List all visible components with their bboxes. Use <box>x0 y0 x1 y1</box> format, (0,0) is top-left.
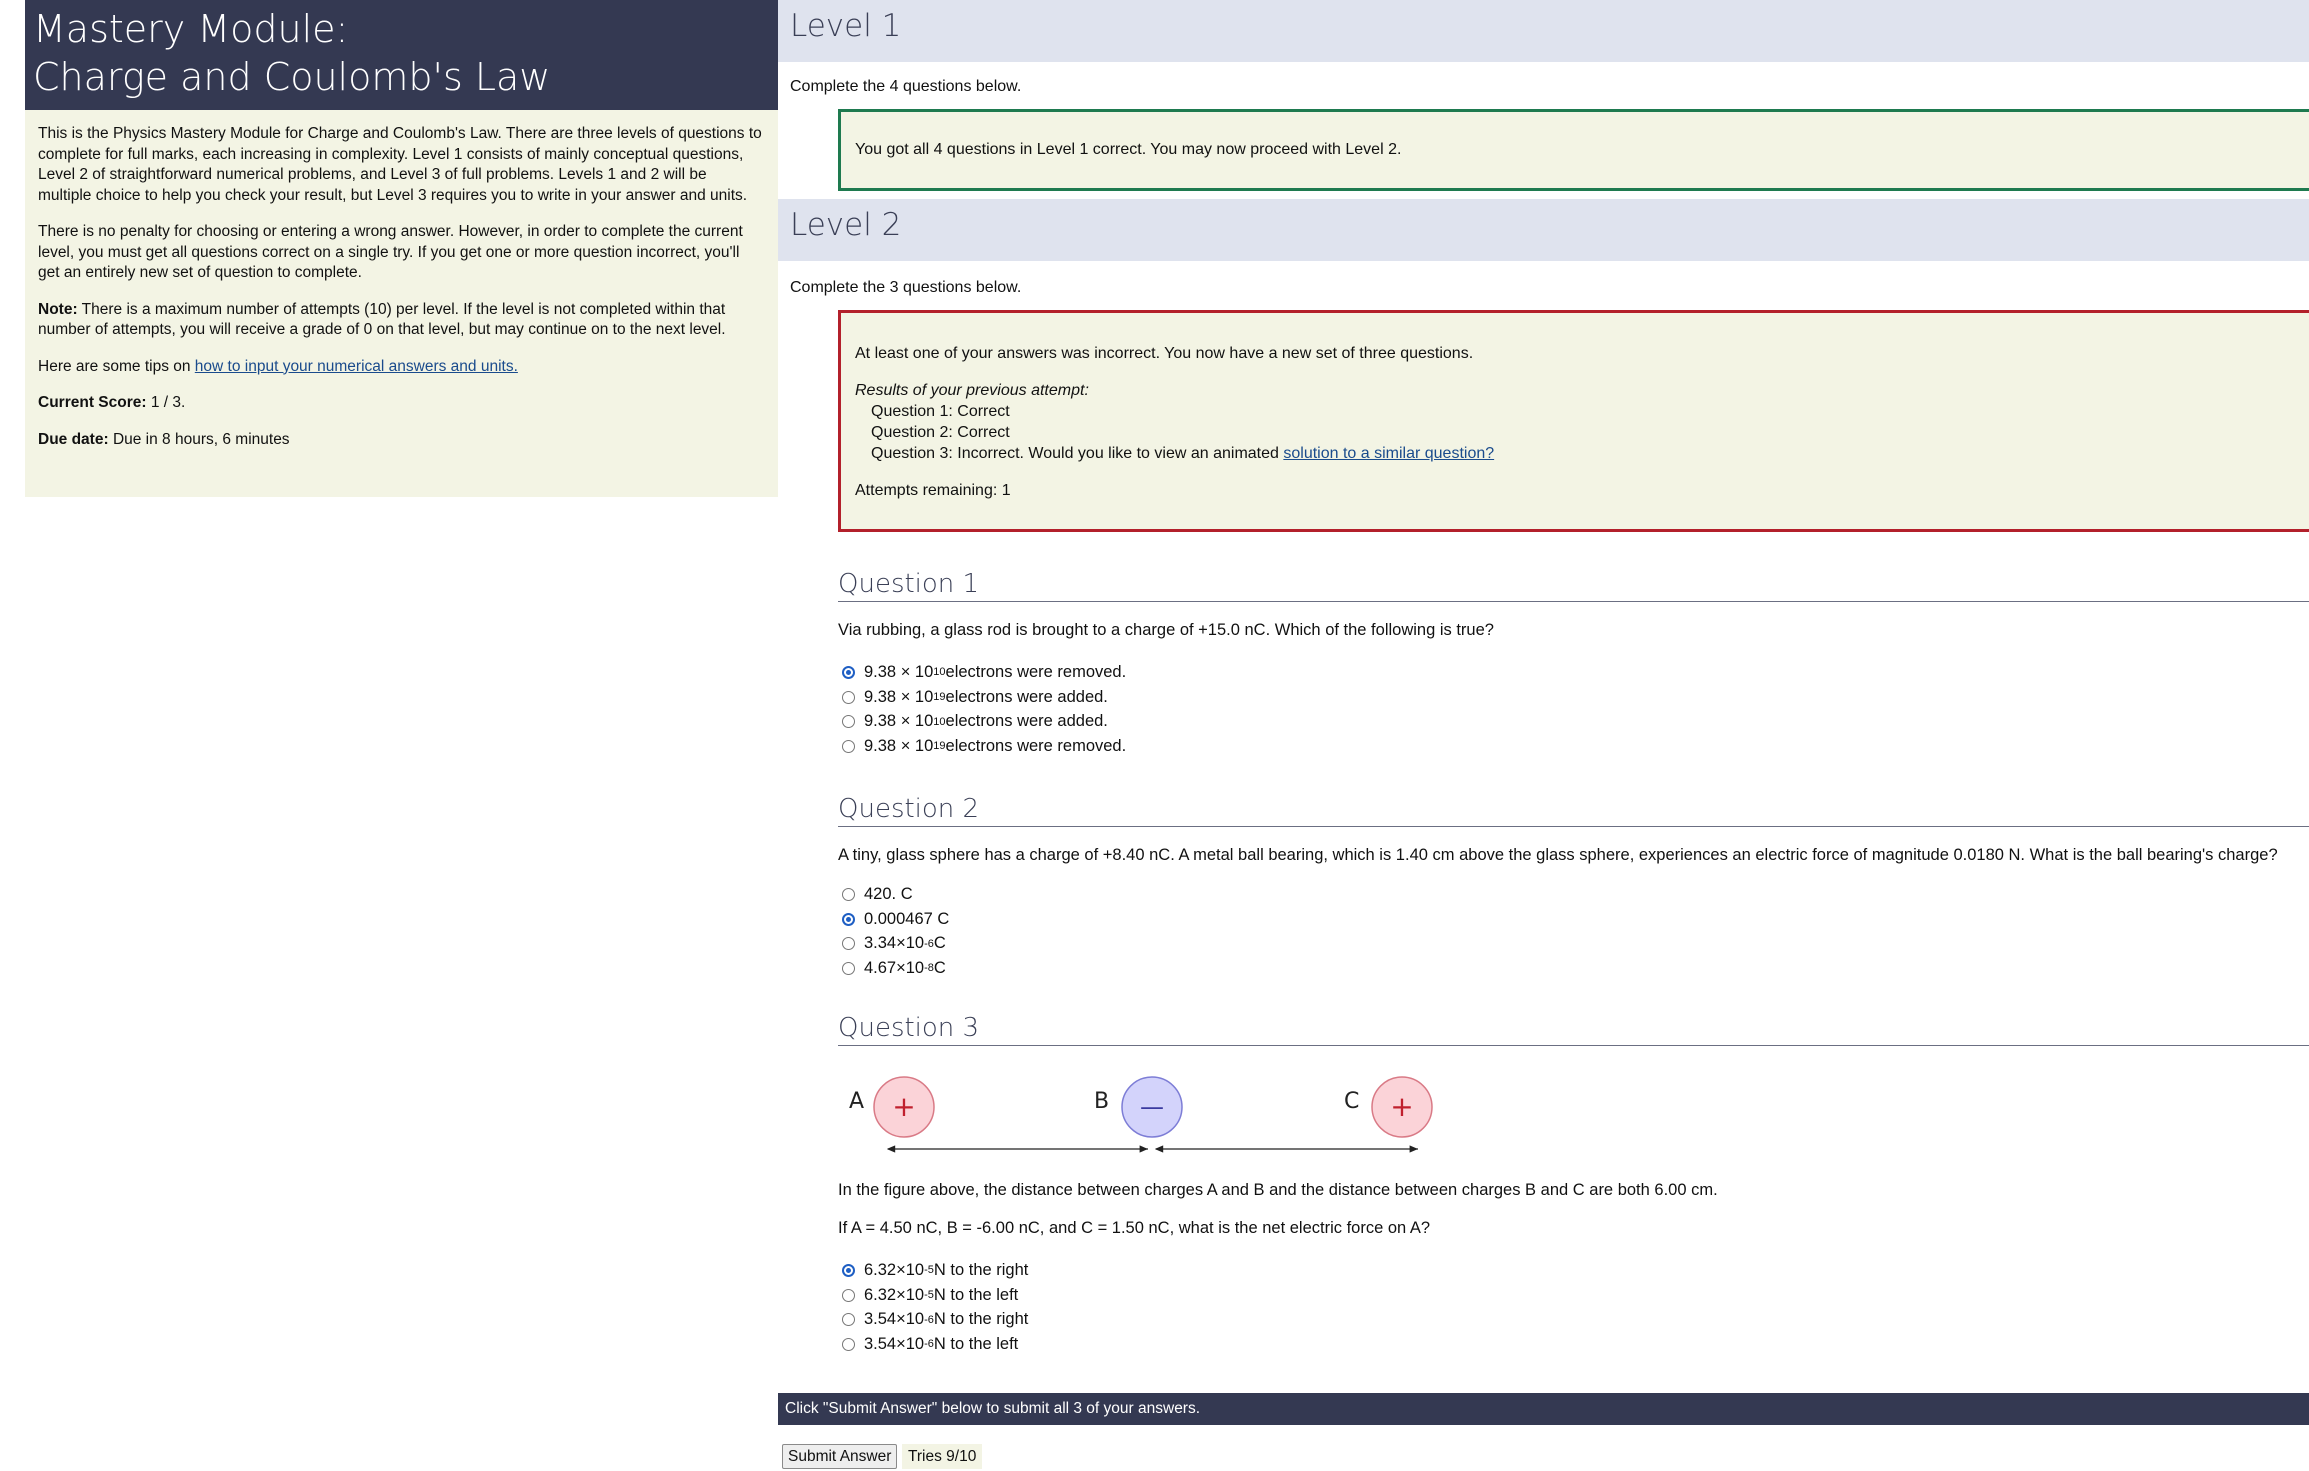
q1-option-2[interactable]: 9.38 × 10 19 electrons were added. <box>842 685 1126 710</box>
q3-option-1[interactable]: 6.32×10 -5 N to the right <box>842 1258 1028 1283</box>
submit-instruction-bar: Click "Submit Answer" below to submit all 3 of your answers. <box>778 1393 2309 1425</box>
level2-error-message <box>838 310 2309 532</box>
results-heading: Results of your previous attempt: <box>855 382 1089 399</box>
intro-text: This is the Physics Mastery Module for Charge and Coulomb's Law. There are three levels of questions to complete for full marks, each increasing in complexity. Level 1 consists of mainly conceptual questions, Level 2 of straightforward numerical problems, and Level 3 of full problems. Levels 1 and 2 will be multiple choice to help you check your result, but Level 3 requires you to write in your answer and units. <box>38 125 762 204</box>
q1-radio-3[interactable] <box>842 715 855 728</box>
score-label: Current Score: <box>38 394 147 411</box>
plus-icon: + <box>1390 1090 1414 1123</box>
q2-opt3-base: 3.34×10 <box>864 934 925 953</box>
q2-option-2[interactable] <box>842 907 949 932</box>
question3-options <box>842 1258 1028 1357</box>
level2-instruction: Complete the 3 questions below. <box>790 279 1022 296</box>
question1-options <box>842 660 1126 759</box>
q1-opt2-base: 9.38 × 10 <box>864 687 934 706</box>
q2-option-4[interactable]: 4.67×10 -8 C <box>842 956 949 981</box>
result-question-3 <box>871 445 1494 463</box>
result3-text: Question 3: Incorrect. Would you like to view an animated <box>871 445 1284 462</box>
q1-option-4[interactable]: 9.38 × 10 19 electrons were removed. <box>842 734 1126 759</box>
level1-success-message: You got all 4 questions in Level 1 correct. You may now proceed with Level 2. <box>838 109 2309 191</box>
q3-opt1-rest: N to the right <box>933 1260 1029 1279</box>
q3-opt4-base: 3.54×10 <box>864 1334 925 1353</box>
q1-opt4-rest: electrons were removed. <box>945 736 1127 755</box>
q1-option-3[interactable]: 9.38 × 10 10 electrons were added. <box>842 709 1126 734</box>
submit-answer-button[interactable]: Submit Answer <box>782 1444 897 1469</box>
q2-radio-2[interactable] <box>842 913 855 926</box>
result-question-1: Question 1: Correct <box>871 403 1010 420</box>
q1-opt2-rest: electrons were added. <box>945 687 1108 706</box>
note-paragraph <box>38 300 764 341</box>
q1-opt1-base: 9.38 × 10 <box>864 662 934 681</box>
due-value: Due in 8 hours, 6 minutes <box>112 430 290 448</box>
question2-text: A tiny, glass sphere has a charge of +8.40 nC. A metal ball bearing, which is 1.40 cm above the glass sphere, experiences an electric force of magnitude 0.0180 N. What is the ball bearing's charge? <box>838 846 2278 864</box>
q2-opt4-base: 4.67×10 <box>864 958 925 977</box>
charge-label-a: A <box>849 1089 865 1114</box>
q3-radio-1[interactable] <box>842 1264 855 1277</box>
module-title-line2: Charge and Coulomb's Law <box>33 55 551 99</box>
q2-opt4-rest: C <box>933 958 946 977</box>
q2-opt2-base: 0.000467 C <box>864 909 950 928</box>
module-title <box>25 0 778 110</box>
attempts-remaining: Attempts remaining: 1 <box>855 482 1011 499</box>
q1-opt3-rest: electrons were added. <box>945 712 1108 731</box>
question3-text: In the figure above, the distance between charges A and B and the distance between charges B and C are both 6.00 cm. <box>838 1181 1718 1199</box>
note-label: Note: <box>38 300 78 318</box>
charge-label-c: C <box>1344 1089 1360 1114</box>
q3-option-2[interactable]: 6.32×10 -5 N to the left <box>842 1283 1028 1308</box>
tries-counter: Tries 9/10 <box>902 1444 982 1469</box>
q1-opt3-base: 9.38 × 10 <box>864 712 934 731</box>
question1-text: Via rubbing, a glass rod is brought to a charge of +15.0 nC. Which of the following is true? <box>838 621 1494 639</box>
q1-opt1-rest: electrons were removed. <box>945 662 1127 681</box>
note-text: There is a maximum number of attempts (10) per level. If the level is not completed within that number of attempts, you will receive a grade of 0 on that level, but may continue on to the next level. <box>38 300 726 338</box>
q3-radio-2[interactable] <box>842 1289 855 1302</box>
q2-opt3-rest: C <box>933 934 946 953</box>
question2-title: Question 2 <box>838 794 2309 827</box>
module-info-panel <box>25 110 778 497</box>
q1-radio-4[interactable] <box>842 740 855 753</box>
q3-opt3-rest: N to the right <box>933 1310 1029 1329</box>
charge-figure <box>838 1068 1458 1158</box>
q2-radio-1[interactable] <box>842 888 855 901</box>
question3-title: Question 3 <box>838 1013 2309 1046</box>
result-question-2: Question 2: Correct <box>871 424 1010 441</box>
q3-opt3-base: 3.54×10 <box>864 1310 925 1329</box>
q3-opt4-rest: N to the left <box>933 1334 1019 1353</box>
q2-radio-4[interactable] <box>842 962 855 975</box>
tips-link[interactable]: how to input your numerical answers and units. <box>194 357 518 375</box>
q3-opt2-rest: N to the left <box>933 1285 1019 1304</box>
due-label: Due date: <box>38 430 109 448</box>
score-value: 1 / 3. <box>150 394 186 411</box>
question1-title: Question 1 <box>838 569 2309 602</box>
penalty-text: There is no penalty for choosing or entering a wrong answer. However, in order to complete the current level, you must get all questions correct on a single try. If you get one or more question incorrect, you'll get an entirely new set of question to complete. <box>38 223 743 281</box>
q2-opt1-base: 420. C <box>864 884 913 903</box>
q3-opt1-base: 6.32×10 <box>864 1260 925 1279</box>
q3-opt2-base: 6.32×10 <box>864 1285 925 1304</box>
q3-option-4[interactable]: 3.54×10 -6 N to the left <box>842 1332 1028 1357</box>
minus-icon: — <box>1140 1093 1164 1121</box>
current-score <box>38 393 764 414</box>
q2-radio-3[interactable] <box>842 937 855 950</box>
plus-icon: + <box>892 1090 916 1123</box>
module-title-line1: Mastery Module: <box>33 7 349 51</box>
error-text: At least one of your answers was incorrect. You now have a new set of three questions. <box>855 345 1474 362</box>
tips-prefix: Here are some tips on <box>38 357 195 375</box>
q2-option-3[interactable]: 3.34×10 -6 C <box>842 931 949 956</box>
q3-radio-4[interactable] <box>842 1338 855 1351</box>
level1-instruction: Complete the 4 questions below. <box>790 78 1022 95</box>
level2-heading: Level 2 <box>778 199 2309 261</box>
tips-paragraph <box>38 357 764 378</box>
solution-link[interactable]: solution to a similar question? <box>1283 445 1495 462</box>
question2-options <box>842 882 949 981</box>
q2-option-1[interactable] <box>842 882 949 907</box>
question3-text2: If A = 4.50 nC, B = -6.00 nC, and C = 1.50 nC, what is the net electric force on A? <box>838 1219 1431 1237</box>
charge-label-b: B <box>1094 1089 1110 1114</box>
q1-radio-2[interactable] <box>842 691 855 704</box>
q1-opt4-base: 9.38 × 10 <box>864 736 934 755</box>
sidebar <box>25 0 778 497</box>
q1-option-1[interactable]: 9.38 × 10 10 electrons were removed. <box>842 660 1126 685</box>
q3-radio-3[interactable] <box>842 1313 855 1326</box>
q3-option-3[interactable]: 3.54×10 -6 N to the right <box>842 1307 1028 1332</box>
level1-heading: Level 1 <box>778 0 2309 62</box>
q1-radio-1[interactable] <box>842 666 855 679</box>
due-date <box>38 430 764 451</box>
